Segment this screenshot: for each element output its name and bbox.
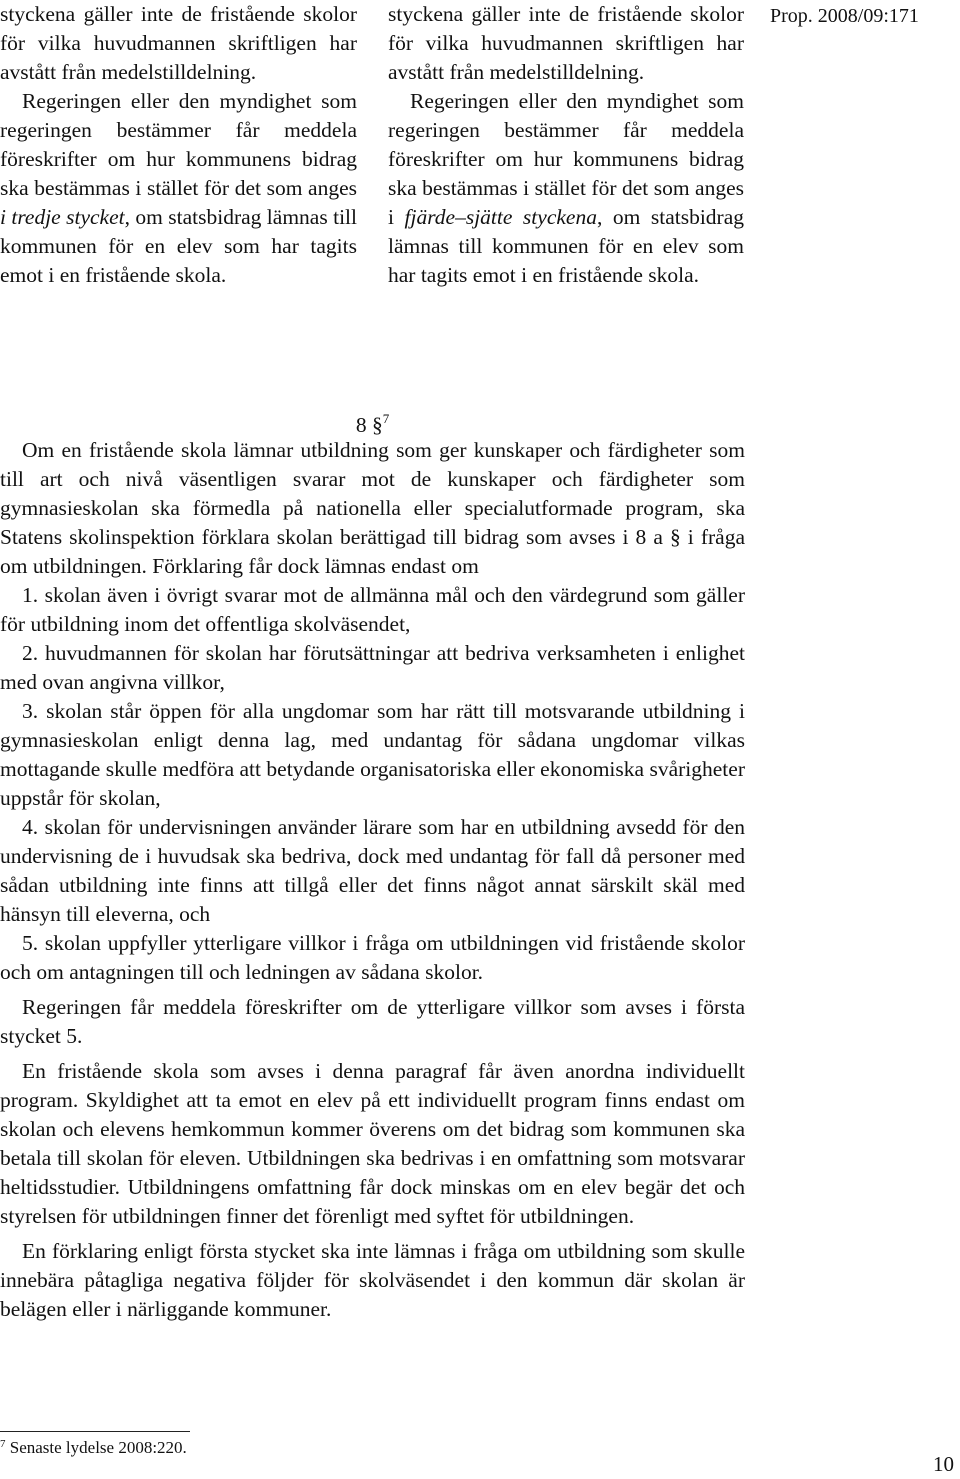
left-paragraph-2-emphasis: i tredje stycket <box>0 205 125 229</box>
footnote-text: Senaste lydelse 2008:220. <box>5 1438 187 1457</box>
left-paragraph-1: styckena gäller inte de fristående skolor för vilka huvudmannen skriftligen har avstått från medelstilldelning. <box>0 2 357 84</box>
footnote-mark: 7 <box>0 1438 6 1450</box>
right-paragraph-1: styckena gäller inte de fristående skolor för vilka huvudmannen skriftligen har avstått från medelstilldelning. <box>388 2 744 84</box>
left-paragraph-2-text-a: Regeringen eller den myndighet som regeringen bestämmer får meddela föreskrifter om hur kommunens bidrag ska bestämmas i stället för det som anges <box>0 89 357 200</box>
body-paragraph-negative-effects: En förklaring enligt första stycket ska inte lämnas i fråga om utbildning som skulle innebära påtagliga negativa följder för skolväsendet i den kommun där skolan är belägen eller i närliggande kommuner. <box>0 1239 745 1321</box>
proposition-reference: Prop. 2008/09:171 <box>770 5 919 27</box>
section-footnote-mark: 7 <box>382 411 390 426</box>
left-paragraph-2-text-b: , om statsbidrag lämnas till kommunen för en elev som har tagits emot i en fristående skola. <box>0 205 357 287</box>
left-paragraph-2 <box>0 87 357 290</box>
right-column-proposed-wording <box>388 0 744 290</box>
section-body <box>0 436 745 1324</box>
right-paragraph-2-text-a: Regeringen eller den myndighet som regeringen bestämmer får meddela föreskrifter om hur kommunens bidrag ska bestämmas i stället för det som anges i <box>388 89 744 229</box>
body-paragraph-individual-program: En fristående skola som avses i denna paragraf får även anordna individuellt program. Skyldighet att ta emot en elev på ett individuellt program finns endast om skolan och elevens hemkommun kommer överens om det bidrag som kommunen ska betala till skolan för eleven. Utbildningen ska bedrivas i en omfattning som motsvarar heltidsstudier. Utbildningens omfattning får dock minskas om en elev begär det och styrelsen för utbildningen finner det förenligt med syftet för utbildningen. <box>0 1059 745 1228</box>
list-item-2: 2. huvudmannen för skolan har förutsättningar att bedriva verksamheten i enlighet med ovan angivna villkor, <box>0 641 745 694</box>
list-item-3: 3. skolan står öppen för alla ungdomar som har rätt till motsvarande utbildning i gymnasieskolan enligt denna lag, med undantag för sådana ungdomar vilkas mottagande skulle medföra att betydande organisatoriska eller ekonomiska svårigheter uppstår för skolan, <box>0 699 745 810</box>
list-item-5: 5. skolan uppfyller ytterligare villkor i fråga om utbildningen vid fristående skolor och om antagningen till och ledningen av sådana skolor. <box>0 931 745 984</box>
right-paragraph-2 <box>388 87 744 290</box>
left-column-current-wording <box>0 0 357 290</box>
body-paragraph-intro: Om en fristående skola lämnar utbildning som ger kunskaper och färdigheter som till art och nivå väsentligen svarar mot de kunskaper och färdigheter som gymnasieskolan ska förmedla på nationella eller specialutformade program, ska Statens skolinspektion förklara skolan berättigad till bidrag som avses i 8 a § i fråga om utbildningen. Förklaring får dock lämnas endast om <box>0 438 745 578</box>
section-heading <box>0 404 745 440</box>
body-paragraph-regulations: Regeringen får meddela föreskrifter om de ytterligare villkor som avses i första stycket 5. <box>0 995 745 1048</box>
right-paragraph-2-text-b: , om statsbidrag lämnas till kommunen för en elev som har tagits emot i en fristående skola. <box>388 205 745 287</box>
page-number: 10 <box>933 1452 954 1476</box>
right-paragraph-2-emphasis: fjärde–sjätte styckena <box>404 205 597 229</box>
list-item-4: 4. skolan för undervisningen använder lärare som har en utbildning avsedd för den undervisning de i huvudsak ska bedriva, dock med undantag för fall då personer med sådan utbildning inte finns att tillgå eller det finns något annat särskilt skäl med hänsyn till eleverna, och <box>0 815 745 926</box>
section-number: 8 § <box>355 413 383 437</box>
list-item-1: 1. skolan även i övrigt svarar mot de allmänna mål och den värdegrund som gäller för utbildning inom det offentliga skolväsendet, <box>0 583 745 636</box>
footnote <box>0 1432 187 1460</box>
